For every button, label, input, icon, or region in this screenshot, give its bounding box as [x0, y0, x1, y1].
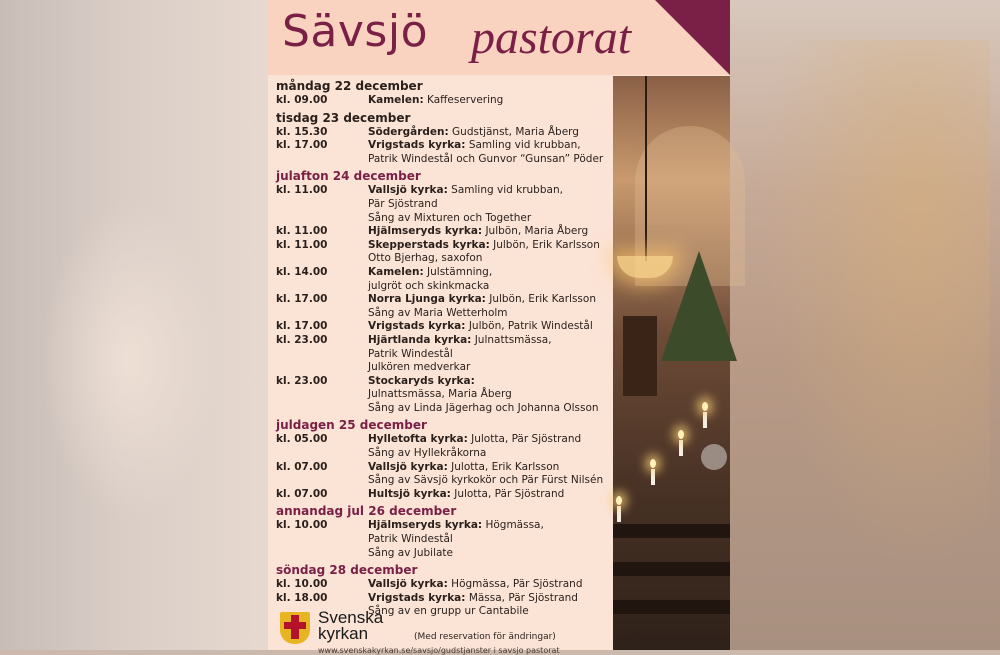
service-entry [276, 488, 611, 502]
service-detail: Julnattsmässa, [474, 333, 552, 346]
service-detail: Mässa, Pär Sjöstrand [468, 591, 578, 604]
service-entry [276, 334, 611, 348]
service-place: Hjärtlanda kyrka: [368, 333, 472, 346]
service-time: kl. 18.00 [276, 591, 328, 604]
day-heading: måndag 22 december [276, 79, 423, 93]
service-entry [276, 225, 611, 239]
service-place: Kamelen: [368, 265, 424, 278]
service-time: kl. 11.00 [276, 238, 328, 251]
service-entry [276, 239, 611, 253]
service-detail: Samling vid krubban, [451, 184, 563, 197]
service-detail: Kaffeservering [427, 94, 504, 106]
service-description [368, 519, 611, 533]
service-place: Stockaryds kyrka: [368, 374, 475, 387]
service-detail-line: Sång av Maria Wetterholm [368, 306, 508, 319]
service-description [368, 461, 611, 475]
candle [651, 469, 655, 485]
service-detail-line: julgröt och skinkmacka [368, 279, 490, 292]
pew [613, 600, 730, 614]
service-time: kl. 05.00 [276, 433, 328, 446]
day-heading: annandag jul 26 december [276, 504, 457, 519]
candle [703, 412, 707, 428]
service-detail-line: Sång av Hyllekråkorna [368, 447, 487, 460]
service-detail: Julotta, Pär Sjöstrand [454, 487, 565, 500]
service-time: kl. 14.00 [276, 265, 328, 278]
service-time: kl. 17.00 [276, 139, 328, 152]
service-description [368, 139, 611, 153]
service-time: kl. 23.00 [276, 374, 328, 387]
service-entry [276, 433, 611, 447]
pulpit [623, 316, 657, 396]
service-description [368, 266, 611, 280]
day-heading: julafton 24 december [276, 169, 421, 184]
service-detail: Julbön, Maria Åberg [485, 225, 589, 238]
service-detail-line: Sång av Jubilate [368, 546, 454, 559]
service-entry [276, 126, 611, 140]
service-place: Hjälmseryds kyrka: [368, 519, 483, 532]
service-description [368, 239, 611, 253]
candle-flame [616, 496, 622, 505]
pew [613, 562, 730, 576]
service-place: Norra Ljunga kyrka: [368, 293, 486, 306]
service-detail-line: Julkören medverkar [368, 361, 471, 374]
poster [268, 0, 730, 655]
service-detail: Julstämning, [427, 265, 493, 278]
service-time: kl. 15.30 [276, 125, 328, 138]
day-heading: tisdag 23 december [276, 110, 411, 125]
service-time: kl. 10.00 [276, 519, 328, 532]
day-heading: juldagen 25 december [276, 418, 427, 433]
service-entry [276, 578, 611, 592]
service-place: Vallsjö kyrka: [368, 578, 448, 591]
service-description [368, 375, 611, 389]
service-detail: Julbön, Erik Karlsson [489, 293, 596, 306]
person-silhouette [701, 444, 727, 470]
service-entry [276, 266, 611, 280]
service-place: Vrigstads kyrka: [368, 591, 466, 604]
service-time: kl. 09.00 [276, 94, 328, 106]
service-description [368, 126, 611, 140]
service-description [368, 225, 611, 239]
blurred-background-left [0, 0, 270, 650]
service-detail: Julbön, Patrik Windestål [468, 320, 593, 333]
service-time: kl. 07.00 [276, 460, 328, 473]
candle-flame [702, 402, 708, 411]
pew [613, 524, 730, 538]
candle-flame [678, 430, 684, 439]
service-detail: Samling vid krubban, [468, 139, 581, 152]
website-url: www.svenskakyrkan.se/savsjo/gudstjanster i savsjo pastorat [318, 646, 560, 655]
logo-line-2: kyrkan [318, 624, 369, 643]
schedule-list [276, 76, 611, 650]
service-description [368, 94, 611, 108]
candle [617, 506, 621, 522]
service-detail: Högmässa, Pär Sjöstrand [451, 578, 583, 591]
service-place: Vallsjö kyrka: [368, 184, 448, 197]
service-detail-line: Pär Sjöstrand [368, 197, 438, 210]
service-detail: Julbön, Erik Karlsson [493, 238, 600, 251]
service-description [368, 433, 611, 447]
title-italic: pastorat [471, 11, 632, 64]
chandelier-chain [645, 76, 647, 261]
reservation-note: (Med reservation för ändringar) [414, 632, 556, 642]
service-detail-line: Otto Bjerhag, saxofon [368, 252, 483, 265]
service-description [368, 184, 611, 198]
service-entry [276, 293, 611, 307]
service-time: kl. 23.00 [276, 333, 328, 346]
service-time: kl. 10.00 [276, 578, 328, 591]
service-detail-line: Patrik Windestål [368, 533, 453, 546]
service-place: Kamelen: [368, 94, 424, 106]
service-time: kl. 11.00 [276, 184, 328, 197]
christmas-tree [661, 251, 737, 361]
church-interior-photo [613, 76, 730, 650]
service-entry [276, 592, 611, 606]
service-detail-line: Julnattsmässa, Maria Åberg [368, 388, 512, 401]
service-entry [276, 184, 611, 198]
service-entry [276, 139, 611, 153]
poster-header [268, 0, 730, 75]
service-time: kl. 17.00 [276, 320, 328, 333]
service-place: Vrigstads kyrka: [368, 139, 466, 152]
service-place: Hylletofta kyrka: [368, 433, 468, 446]
service-entry [276, 519, 611, 533]
service-place: Vallsjö kyrka: [368, 460, 448, 473]
service-description [368, 592, 611, 606]
service-place: Vrigstads kyrka: [368, 320, 466, 333]
logo-text [318, 610, 408, 642]
service-detail-line: Sång av en grupp ur Cantabile [368, 605, 529, 618]
service-detail-line: Sång av Linda Jägerhag och Johanna Olsson [368, 401, 599, 414]
service-entry [276, 320, 611, 334]
service-detail-line: Sång av Sävsjö kyrkokör och Pär Fürst Nilsén [368, 474, 604, 487]
service-description [368, 334, 611, 348]
service-time: kl. 07.00 [276, 487, 328, 500]
service-place: Södergården: [368, 125, 449, 138]
service-place: Skepperstads kyrka: [368, 238, 490, 251]
candle-flame [650, 459, 656, 468]
logo-line-1: Svenska [318, 608, 384, 627]
service-time: kl. 11.00 [276, 225, 328, 238]
service-entry [276, 94, 611, 108]
service-detail: Julotta, Pär Sjöstrand [471, 433, 582, 446]
service-entry [276, 375, 611, 389]
service-detail: Gudstjänst, Maria Åberg [452, 125, 579, 138]
service-time: kl. 17.00 [276, 293, 328, 306]
service-description [368, 488, 611, 502]
service-detail: Högmässa, [485, 519, 544, 532]
church-cross-shield-icon [280, 612, 310, 644]
day-heading: söndag 28 december [276, 563, 418, 578]
blurred-background-right [730, 0, 1000, 650]
service-detail-line: Sång av Mixturen och Together [368, 211, 532, 224]
service-place: Hjälmseryds kyrka: [368, 225, 483, 238]
service-description [368, 320, 611, 334]
header-corner-accent [655, 0, 730, 75]
service-entry [276, 461, 611, 475]
service-description [368, 578, 611, 592]
service-place: Hultsjö kyrka: [368, 487, 451, 500]
service-detail-line: Patrik Windestål och Gunvor “Gunsan” Pöder [368, 152, 604, 165]
title-main: Sävsjö [282, 6, 428, 57]
service-detail-line: Patrik Windestål [368, 347, 453, 360]
candle [679, 440, 683, 456]
service-detail: Julotta, Erik Karlsson [451, 460, 560, 473]
service-description [368, 293, 611, 307]
